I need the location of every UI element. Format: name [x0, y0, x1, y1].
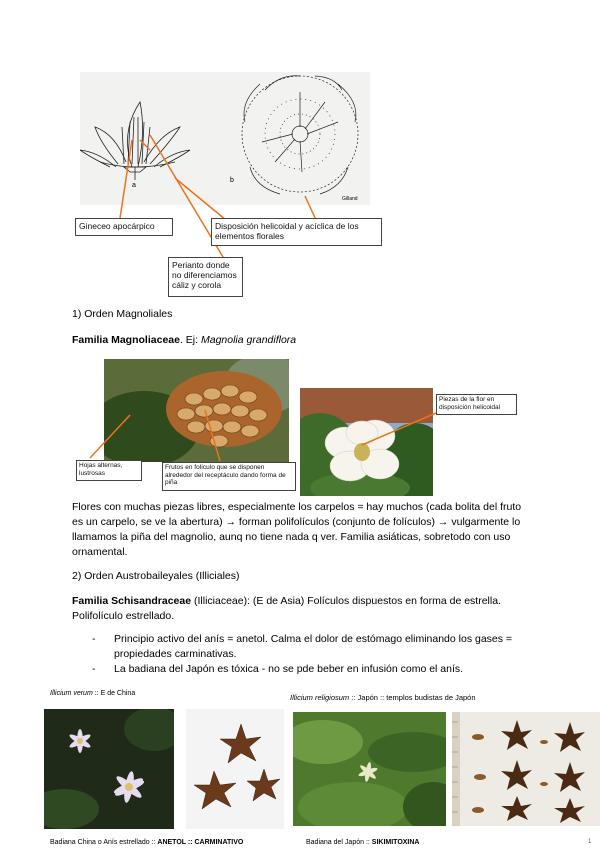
callout-gineceo: Gineceo apocárpico — [75, 218, 173, 236]
caption-badiana-china-plain: Badiana China o Anís estrellado :: — [50, 839, 158, 846]
magnolia-paragraph: Flores con muchas piezas libres, especialmente los carpelos = hay muchos (cada bolita del fruto es un carpelo, se ve la abertura) → forman polifolículos (conjunto de folículos) → vulgarmente lo llamamos la piña del magnolio, aunq no tiene nada q ver. Familia asiáticas, sobretodo con uso ornamental. — [72, 501, 522, 558]
bullet-item: - La badiana del Japón es tóxica - no se pde beber en infusión como el anís. — [90, 662, 520, 677]
illicium-religiosum-drawing — [293, 712, 446, 826]
diagram-credit: Gilland — [342, 196, 358, 202]
page-mark: 1 — [588, 839, 592, 845]
illicium-verum-flower-drawing — [44, 709, 174, 829]
herbarium-specimen-drawing — [452, 712, 600, 826]
star-anise-photo — [186, 709, 284, 829]
caption-badiana-japon — [306, 838, 420, 847]
herbarium-specimen-photo — [452, 712, 600, 826]
caption-badiana-japon-bold: SIKIMITOXINA — [371, 839, 420, 846]
star-anise-drawing — [186, 709, 284, 829]
illicium-religiosum-photo — [293, 712, 446, 826]
fruit-pointers — [60, 355, 320, 475]
diagram-pointers — [0, 0, 600, 300]
diagram-label-a: a — [132, 182, 136, 189]
section1-species: Magnolia grandiflora — [200, 334, 297, 346]
callout-disposicion: Disposición helicoidal y acíclica de los elementos florales — [211, 218, 382, 246]
caption-badiana-japon-plain: Badiana del Japón :: — [306, 839, 372, 846]
illicium-religiosum-label — [290, 693, 476, 702]
callout-perianto: Perianto donde no diferenciamos cáliz y corola — [168, 257, 243, 297]
section1-heading: 1) Orden Magnoliales — [72, 308, 173, 320]
callout-hojas: Hojas alternas, lustrosas — [76, 460, 142, 481]
diagram-label-b: b — [230, 177, 234, 184]
section2-family-name: Familia Schisandraceae — [72, 595, 192, 607]
section2-family — [72, 594, 532, 624]
caption-badiana-china — [50, 838, 243, 847]
section2-heading: 2) Orden Austrobaileyales (Illiciales) — [72, 570, 240, 582]
illicium-verum-species: Illicium verum — [50, 690, 93, 697]
illicium-religiosum-species: Illicium religiosum — [290, 693, 350, 702]
callout-piezas: Piezas de la flor en disposición helicoidal — [436, 394, 517, 415]
illicium-verum-label — [50, 689, 135, 698]
illicium-verum-origin: :: E de China — [92, 690, 136, 697]
section1-family-rest: . Ej: — [179, 334, 199, 346]
section2-family-rest: (Illiciaceae): (E de Asia) Folículos dispuestos en forma de estrella. Polifolículo estrellado. — [72, 595, 501, 622]
caption-badiana-china-bold: ANETOL :: CARMINATIVO — [157, 839, 244, 846]
callout-frutos: Frutos en folículo que se disponen alrededor del receptáculo dando forma de piña — [162, 462, 296, 491]
illicium-religiosum-origin: :: Japón :: templos budistas de Japón — [349, 693, 476, 702]
illicium-verum-flower-photo — [44, 709, 174, 829]
flower-pointer — [350, 395, 450, 455]
section1-family-name: Familia Magnoliaceae — [72, 334, 180, 346]
anis-bullet-list — [90, 632, 520, 677]
bullet-item: - Principio activo del anís = anetol. Calma el dolor de estómago eliminando los gases = propiedades carminativas. — [90, 632, 520, 662]
section1-family — [72, 333, 296, 348]
